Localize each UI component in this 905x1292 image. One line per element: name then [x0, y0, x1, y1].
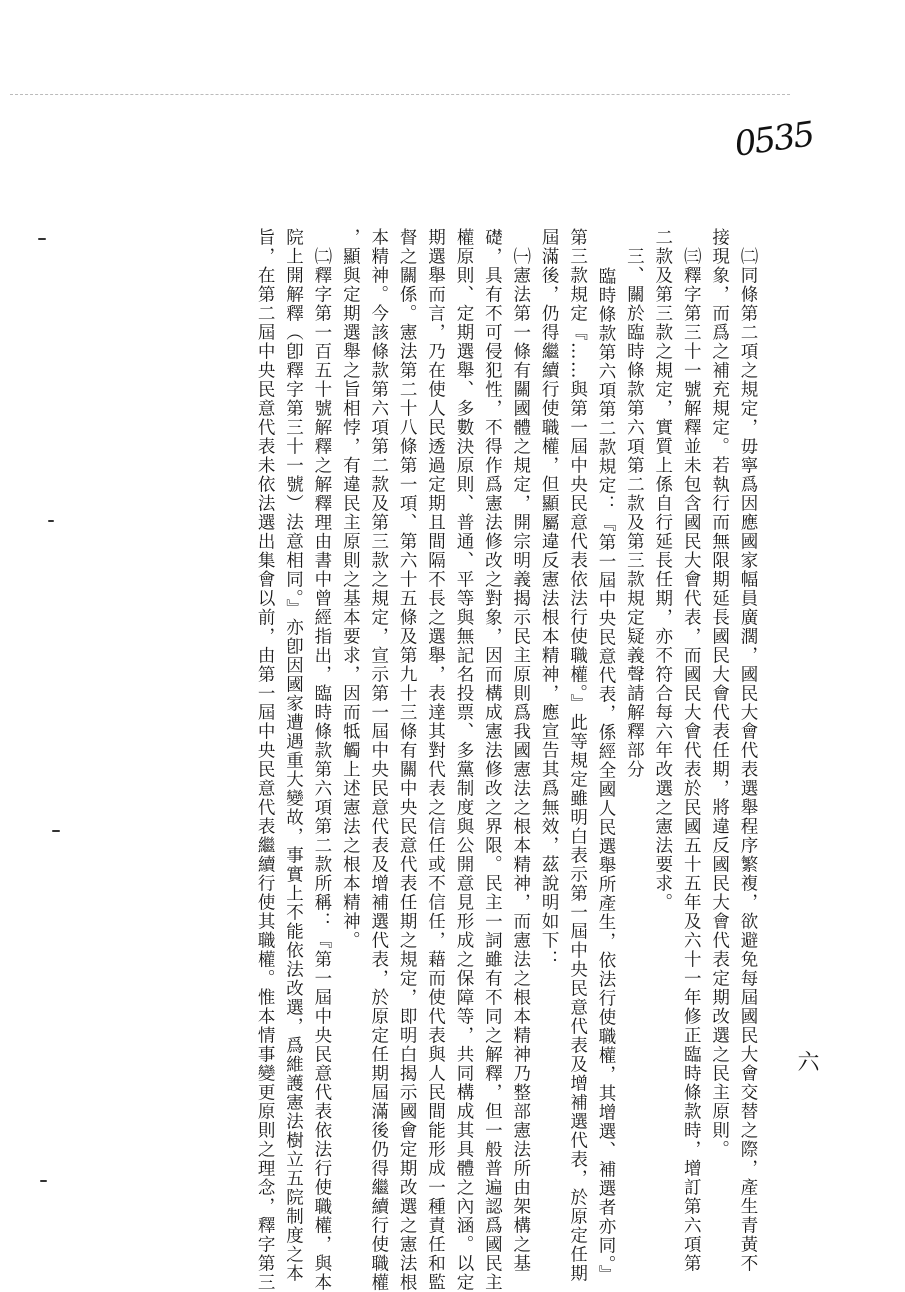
text-column: 屆滿後，仍得繼續行使職權，但顯屬違反憲法根本精神，應宣告其爲無效，茲說明如下： — [539, 228, 560, 969]
scan-edge-line — [10, 94, 790, 96]
text-column: 二款及第三款之規定，實質上係自行延長任期，亦不符合每六年改選之憲法要求。 — [652, 228, 673, 912]
text-column: 期選舉而言，乃在使人民透過定期且間隔不長之選舉，表達其對代表之信任或不信任，藉而使代表與人民間能形成一種責任和監 — [425, 228, 446, 1292]
text-column: ㈡釋字第一百五十號解釋之解釋理由書中曾經指出，臨時條款第六項第二款所稱：『第一屆中央民意代表依法行使職權，與本 — [311, 247, 332, 1292]
page-number: 六 — [794, 1050, 819, 1072]
scan-speck — [40, 1180, 47, 1182]
text-column: 督之關係。憲法第二十八條第一項、第六十五條及第九十三條有關中央民意代表任期之規定，即明白揭示國會定期改選之憲法根 — [397, 228, 418, 1292]
text-column: 旨，在第二屆中央民意代表未依法選出集會以前，由第一屆中央民意代表繼續行使其職權。惟本情事變更原則之理念，釋字第三 — [255, 228, 276, 1292]
vertical-body-text — [122, 228, 762, 1292]
text-column: 院上開解釋（卽釋字第三十一號）法意相同。』亦卽因國家遭遇重大變故，事實上不能依法改選，爲維護憲法樹立五院制度之本 — [283, 228, 304, 1284]
scan-speck — [52, 830, 60, 832]
text-column: 本精神。今該條款第六項第二款及第三款之規定，宣示第一屆中央民意代表及增補選代表，於原定任期屆滿後仍得繼續行使職權 — [368, 228, 389, 1292]
text-column: 權原則、定期選舉、多數決原則、普通、平等與無記名投票、多黨制度與公開意見形成之保障等，共同構成其具體之內涵。以定 — [453, 228, 474, 1292]
text-column: ㈢釋字第三十一號解釋並未包含國民大會代表，而國民大會代表於民國五十五年及六十一年修正臨時條款時，增訂第六項第 — [681, 247, 702, 1274]
scan-speck — [48, 520, 54, 522]
text-column: 礎，具有不可侵犯性，不得作爲憲法修改之對象，因而構成憲法修改之界限。民主一詞雖有不同之解釋，但一般普遍認爲國民主 — [482, 228, 503, 1292]
text-column: ㈠憲法第一條有關國體之規定，開宗明義揭示民主原則爲我國憲法之根本精神，而憲法之根本精神乃整部憲法所由架構之基 — [510, 247, 531, 1274]
text-column: 三、關於臨時條款第六項第二款及第三款規定疑義聲請解釋部分 — [624, 247, 645, 780]
text-column: 接現象，而爲之補充規定。若執行而無限期延長國民大會代表任期，將違反國民大會代表定期改選之民主原則。 — [709, 228, 730, 1159]
text-column: ，顯與定期選舉之旨相悖，有違民主原則之基本要求，因而牴觸上述憲法之根本精神。 — [340, 228, 361, 950]
handwritten-archive-number: 0535 — [732, 114, 816, 165]
text-column: ㈡同條第二項之規定，毋寧爲因應國家幅員廣濶，國民大會代表選舉程序繁複，欲避免每屆國民大會交替之際，產生青黃不 — [738, 247, 758, 1274]
scan-speck — [38, 238, 46, 240]
text-column: 臨時條款第六項第二款規定：『第一屆中央民意代表，係經全國人民選舉所產生，依法行使職權，其增選、補選者亦同。』 — [595, 266, 616, 1284]
text-column: 第三款規定『……與第一屆中央民意代表依法行使職權。』此等規定雖明白表示第一屆中央民意代表及增補選代表，於原定任期 — [567, 228, 588, 1284]
